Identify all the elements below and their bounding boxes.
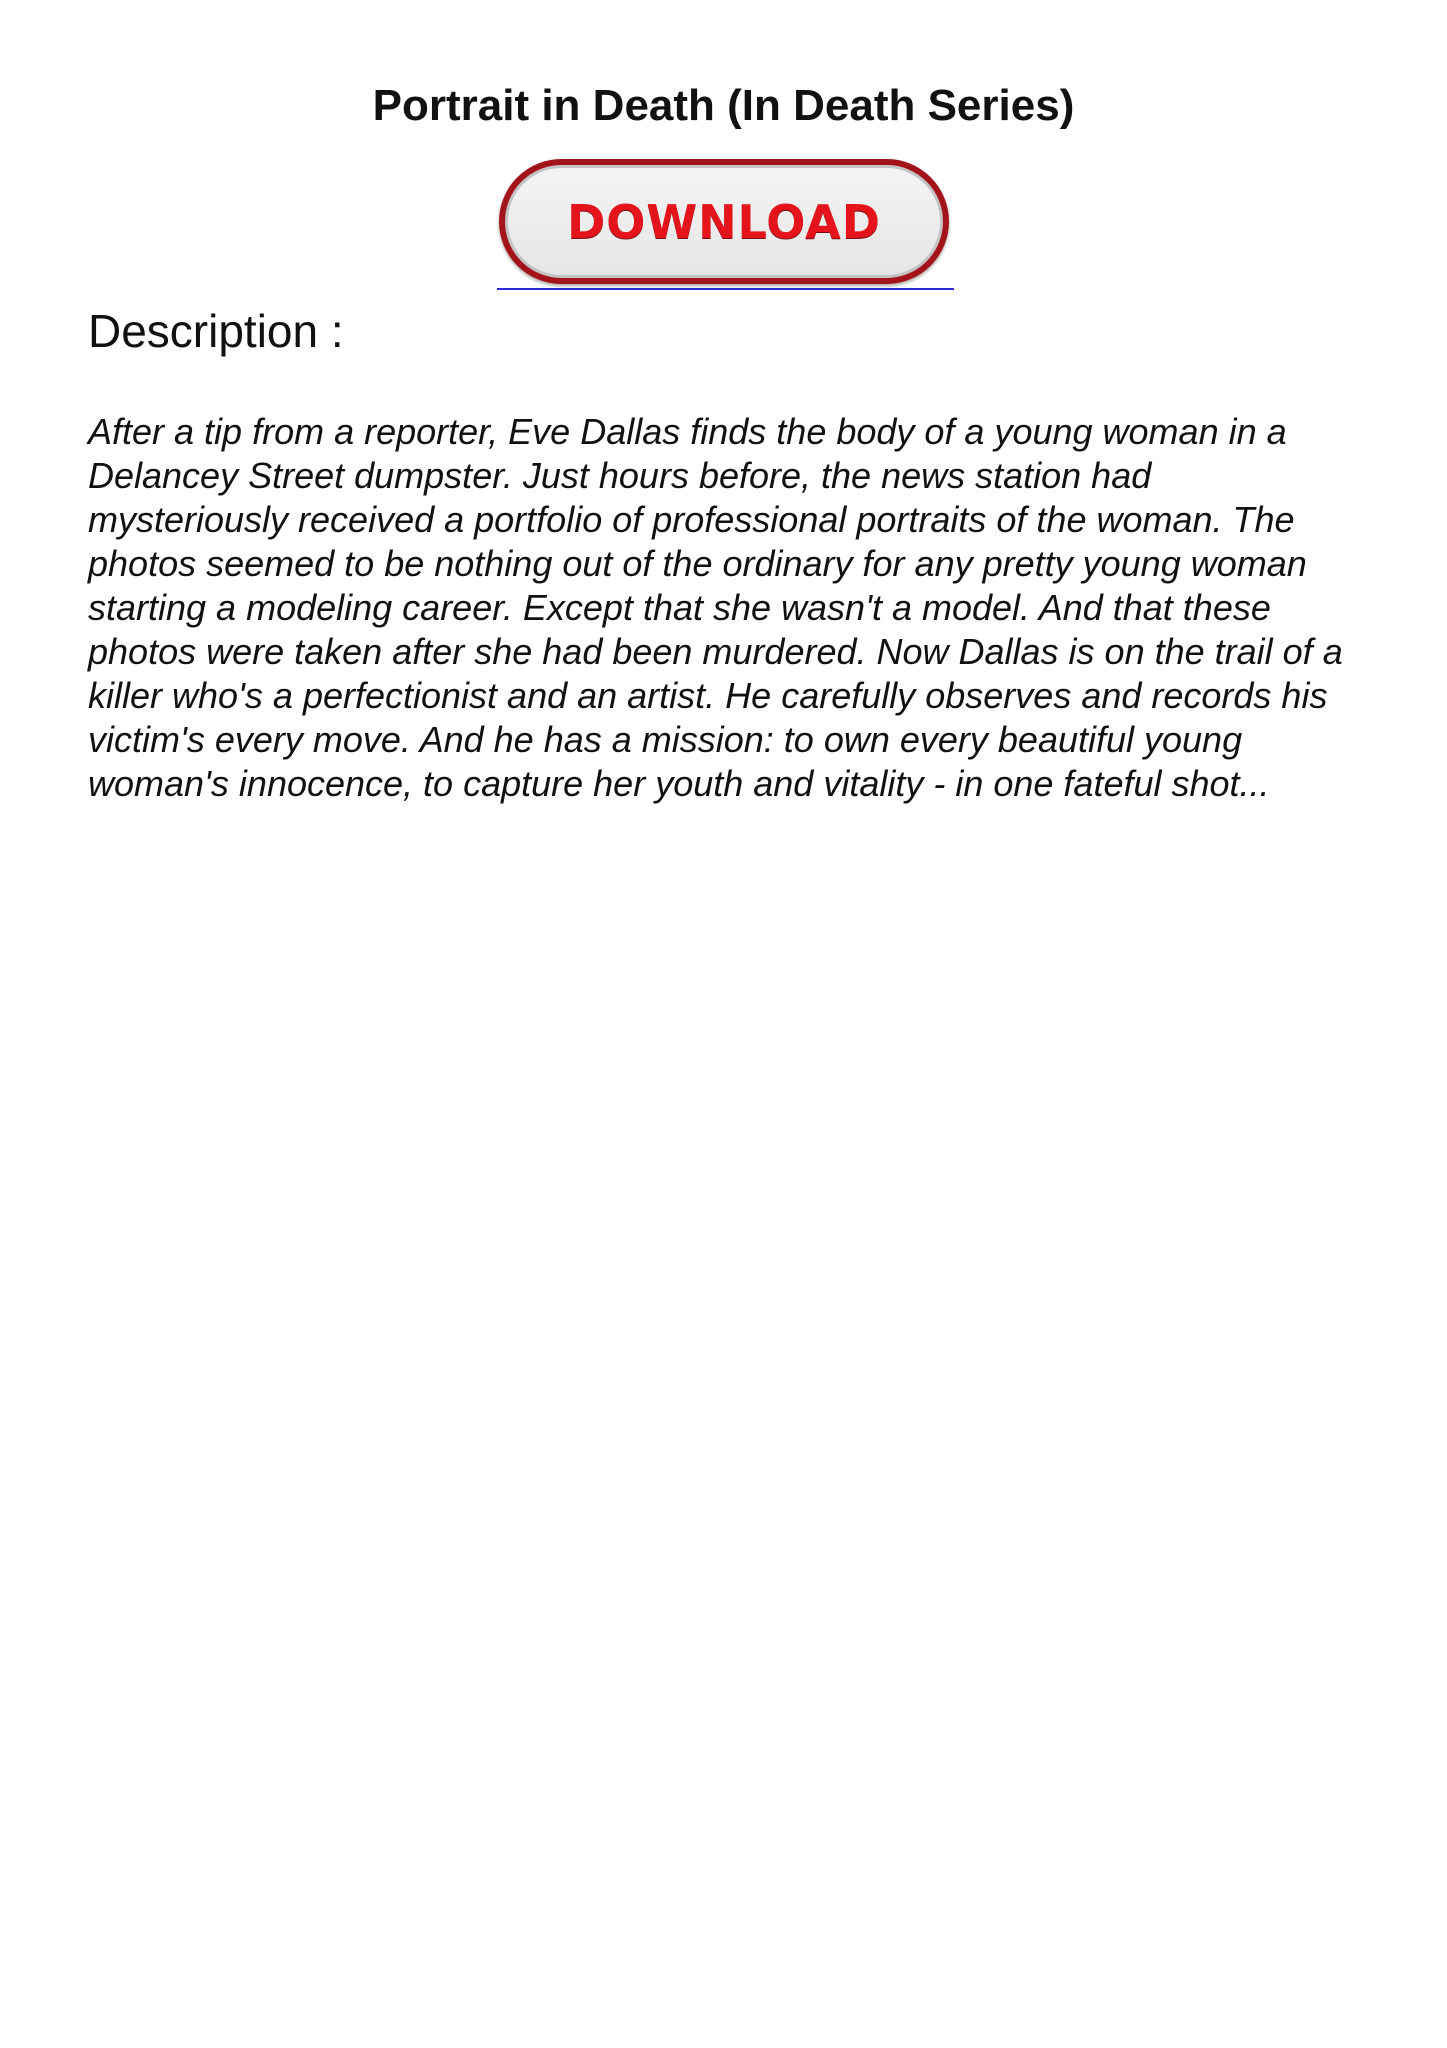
download-button-label: DOWNLOAD — [567, 194, 881, 249]
download-button[interactable] — [499, 159, 949, 284]
description-line: Delancey Street dumpster. Just hours before, the news station had — [88, 455, 1152, 496]
description-line: photos were taken after she had been murdered. Now Dallas is on the trail of a — [88, 631, 1343, 672]
description-heading: Description : — [88, 305, 344, 357]
description-line: woman's innocence, to capture her youth and vitality - in one fateful shot... — [88, 763, 1270, 804]
page-title: Portrait in Death (In Death Series) — [372, 81, 1075, 130]
description-line: After a tip from a reporter, Eve Dallas finds the body of a young woman in a — [88, 411, 1287, 452]
download-link[interactable] — [497, 157, 954, 290]
description-text — [88, 410, 1388, 806]
description-line: victim's every move. And he has a mission: to own every beautiful young — [88, 719, 1243, 760]
description-line: killer who's a perfectionist and an artist. He carefully observes and records his — [88, 675, 1328, 716]
description-line: photos seemed to be nothing out of the ordinary for any pretty young woman — [88, 543, 1307, 584]
description-line: mysteriously received a portfolio of professional portraits of the woman. The — [88, 499, 1295, 540]
description-line: starting a modeling career. Except that she wasn't a model. And that these — [88, 587, 1271, 628]
